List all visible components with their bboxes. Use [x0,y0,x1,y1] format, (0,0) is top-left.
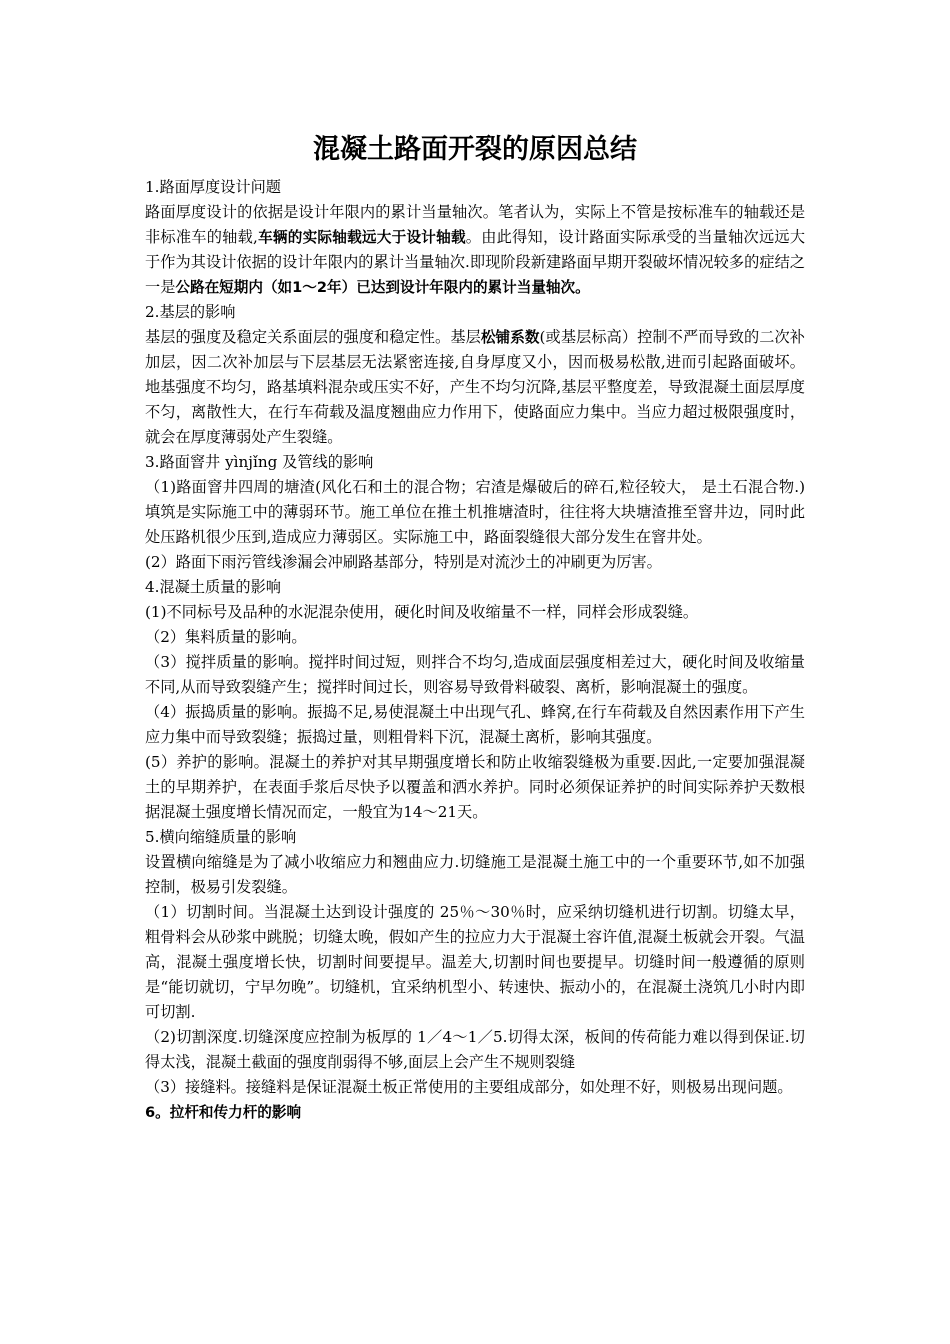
section-3-item-1: （1)路面窨井四周的塘渣(风化石和土的混合物；宕渣是爆破后的碎石,粒径较大， 是土石混合物.)填筑是实际施工中的薄弱环节。施工单位在推土机推塘渣时，往往将大块塘渣推至窨井边，同时此处压路机很少压到,造成应力薄弱区。实际施工中，路面裂缝很大部分发生在窨井处。 [145,478,805,546]
section-5-intro: 设置横向缩缝是为了减小收缩应力和翘曲应力.切缝施工是混凝土施工中的一个重要环节,如不加强控制，极易引发裂缝。 [145,853,805,896]
section-4-item-4: （4）振捣质量的影响。振捣不足,易使混凝土中出现气孔、蜂窝,在行车荷载及自然因素作用下产生应力集中而导致裂缝；振捣过量，则粗骨料下沉，混凝土离析，影响其强度。 [145,703,805,746]
section-4-item-2: （2）集料质量的影响。 [145,628,307,646]
bold-text-run: 松铺系数 [480,329,540,346]
section-5-item-1: （1）切割时间。当混凝土达到设计强度的 25％～30％时，应采纳切缝机进行切割。切缝太早，粗骨料会从砂浆中跳脱；切缝太晚，假如产生的拉应力大于混凝土容许值,混凝土板就会开裂。气温高，混凝土强度增长快，切割时间要提早。温差大,切割时间也要提早。切缝时间一般遵循的原则是“能切就切，宁早勿晚”。切缝机，宜采纳机型小、转速快、振动小的，在混凝土浇筑几小时内即可切割. [145,903,805,1021]
section-5-item-2: （2)切割深度.切缝深度应控制为板厚的 1／4～1／5.切得太深，板间的传荷能力难以得到保证.切得太浅，混凝土截面的强度削弱得不够,面层上会产生不规则裂缝 [145,1028,805,1071]
section-6-heading: 6。拉杆和传力杆的影响 [145,1104,302,1121]
text-run: 基层的强度及稳定关系面层的强度和稳定性。基层 [145,328,481,346]
section-2-paragraph [145,325,805,450]
section-4-item-3: （3）搅拌质量的影响。搅拌时间过短，则拌合不均匀,造成面层强度相差过大，硬化时间及收缩量不同,从而导致裂缝产生；搅拌时间过长，则容易导致骨料破裂、离析，影响混凝土的强度。 [145,653,805,696]
section-4-heading: 4.混凝土质量的影响 [145,578,281,596]
document-title: 混凝土路面开裂的原因总结 [313,134,637,165]
section-4-item-1: (1)不同标号及品种的水泥混杂使用，硬化时间及收缩量不一样，同样会形成裂缝。 [145,603,699,621]
bold-text-run: 公路在短期内（如1～2年）已达到设计年限内的累计当量轴次。 [175,279,590,296]
section-1-heading: 1.路面厚度设计问题 [145,178,281,196]
section-3-item-2: (2）路面下雨污管线渗漏会冲刷路基部分，特别是对流沙土的冲刷更为厉害。 [145,553,662,571]
section-2-heading: 2.基层的影响 [145,303,236,321]
text-run: (或基层标高）控制不严而导致的二次补加层，因二次补加层与下层基层无法紧密连接,自身厚度又小，因而极易松散,进而引起路面破坏。地基强度不均匀，路基填料混杂或压实不好，产生不均匀沉降,基层平整度差，导致混凝土面层厚度不匀，离散性大，在行车荷载及温度翘曲应力作用下，使路面应力集中。当应力超过极限强度时，就会在厚度薄弱处产生裂缝。 [145,328,805,446]
text-run: 。由此得知，设计路面实际承受的当量轴次远远大于作为其设计依据的设计年限内的累计当量轴次.即现阶段新建路面早期开裂破坏情况较多的症结之一是 [145,228,806,296]
bold-text-run: 车辆的实际轴载远大于设计轴载 [257,229,466,246]
section-3-heading: 3.路面窨井 yìnjǐng 及管线的影响 [145,453,374,471]
section-5-heading: 5.横向缩缝质量的影响 [145,828,297,846]
section-4-item-5: (5）养护的影响。混凝土的养护对其早期强度增长和防止收缩裂缝极为重要.因此,一定要加强混凝土的早期养护，在表面手浆后尽快予以覆盖和洒水养护。同时必须保证养护的时间实际养护天数根据混凝土强度增长情况而定，一般宜为14～21天。 [145,753,805,821]
section-5-item-3: （3）接缝料。接缝料是保证混凝土板正常使用的主要组成部分，如处理不好，则极易出现问题。 [145,1078,793,1096]
text-run: 路面厚度设计的依据是设计年限内的累计当量轴次。笔者认为，实际上不管是按标准车的轴载还是非标准车的轴载, [145,203,805,246]
document-body [145,175,805,1125]
section-1-paragraph [145,200,805,300]
